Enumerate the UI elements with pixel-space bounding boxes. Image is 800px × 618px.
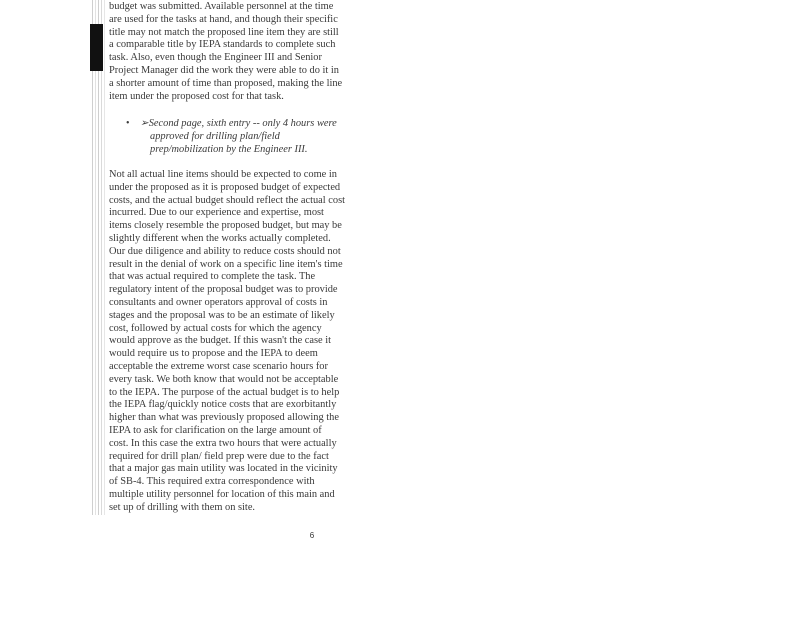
text-line: required for drill plan/ field prep were due to the fact [109,450,329,462]
text-line: under the proposed as it is proposed budget of expected [109,181,341,193]
text-line: to the IEPA. The purpose of the actual budget is to help [109,386,340,398]
text-line: Not all actual line items should be expected to come in [109,169,337,180]
text-line: consultants and owner operators approval of costs in [109,296,328,308]
text-line: would approve as the budget. If this wasn't the case it [109,335,332,347]
bullet-icon: • [126,118,130,129]
scan-margin-line [104,0,105,515]
text-line: result in the denial of work on a specific line item's time [109,258,343,270]
text-line: slightly different when the works actually completed. [109,232,331,244]
text-line: set up of drilling with them on site. [109,501,256,513]
text-line: that a major gas main utility was located in the vicinity [109,463,338,475]
text-line: are used for the tasks at hand, and though their specific [109,13,338,25]
paragraph-2 [109,169,345,515]
scan-margin-line [95,0,96,515]
text-line: stages and the proposal was to be an estimate of likely [109,309,335,321]
text-line: items closely resemble the proposed budget, but may be [109,220,342,232]
page-number: 6 [309,531,315,540]
text-line: ➢Second page, sixth entry -- only 4 hours were [140,118,337,129]
text-line: the IEPA flag/quickly notice costs that are exorbitantly [109,399,337,411]
text-line: IEPA to ask for clarification on the large amount of [109,424,322,436]
bullet-text [140,118,337,156]
text-line: would require us to propose and the IEPA to deem [109,348,318,360]
text-line: cost. In this case the extra two hours that were actually [109,437,337,449]
text-line: higher than what was previously proposed allowing the [109,412,339,424]
text-line: acceptable the extreme worst case scenario hours for [109,360,328,372]
text-line: a shorter amount of time than proposed, making the line [109,77,343,89]
text-line: that was actual required to complete the task. The [109,271,316,283]
text-line: Project Manager did the work they were able to do it in [109,64,339,76]
text-line: costs, and the actual budget should reflect the actual cost [109,194,346,206]
scan-margin-line [92,0,93,515]
scan-margin-line [98,0,99,515]
text-line: budget was submitted. Available personnel at the time [109,1,334,12]
text-line: task. Also, even though the Engineer III and Senior [109,52,322,64]
text-line: a comparable title by IEPA standards to complete such [109,39,336,51]
text-line: prep/mobilization by the Engineer III. [150,143,308,155]
redaction-bar [90,24,103,71]
text-line: item under the proposed cost for that task. [109,90,284,102]
text-line: of SB-4. This required extra correspondence with [109,476,315,488]
text-line: Our due diligence and ability to reduce costs should not [109,245,341,257]
text-line: every task. We both know that would not be acceptable [109,373,339,385]
scan-margin-line [101,0,102,515]
text-line: approved for drilling plan/field [150,130,280,142]
text-line: incurred. Due to our experience and expertise, most [109,207,324,219]
text-line: multiple utility personnel for location of this main and [109,488,335,500]
text-line: cost, followed by actual costs for which the agency [109,322,322,334]
text-line: regulatory intent of the proposal budget was to provide [109,284,338,296]
text-line: title may not match the proposed line item they are still [109,26,339,38]
paragraph-1 [109,1,342,103]
